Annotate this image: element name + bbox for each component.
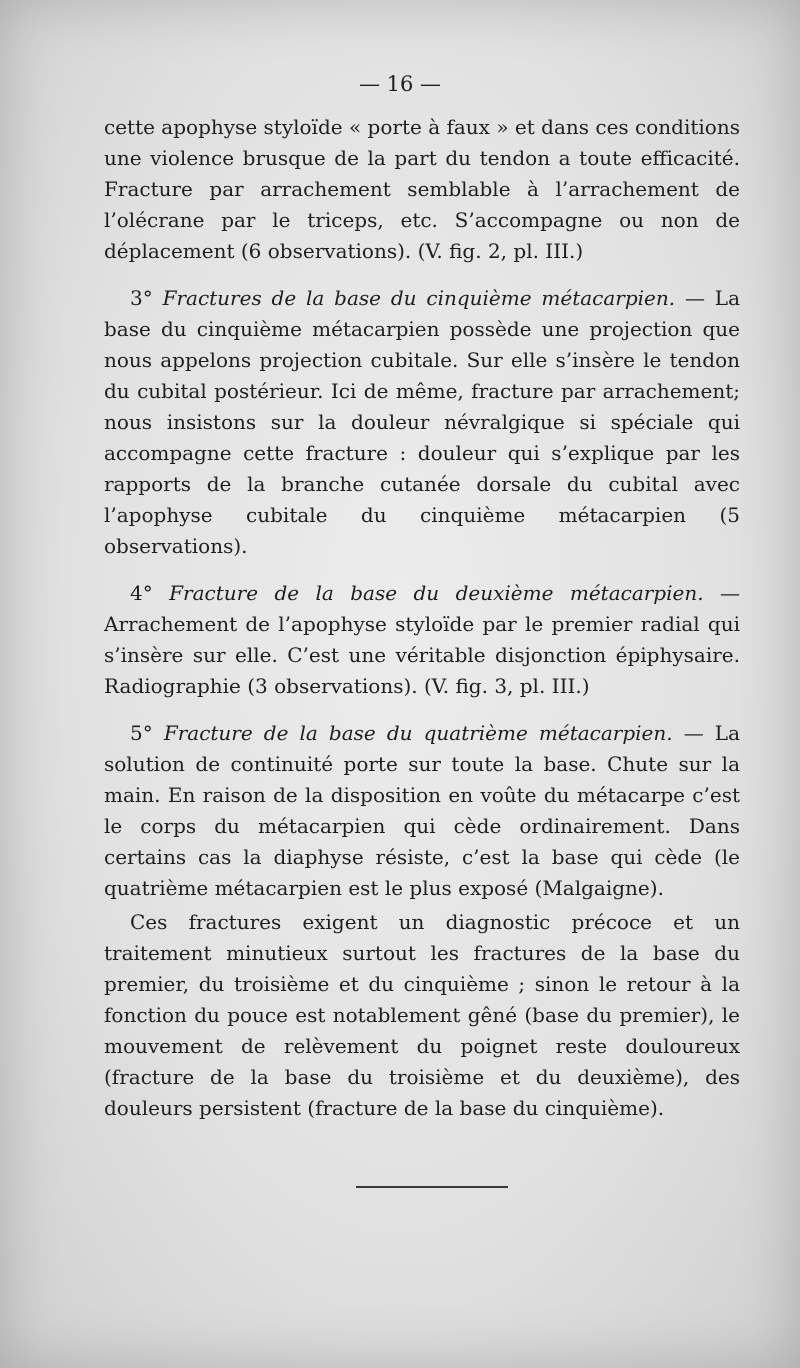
page-number: — 16 — xyxy=(358,72,442,96)
paragraph-fracture-2nd-metacarpal xyxy=(104,578,740,702)
paragraph-text: La base du cinquième métacarpien possède une projection que nous appelons projection cubitale. Sur elle s’insère le tendon du cubital postérieur. Ici de même, fracture par arrachement; nous insistons sur la douleur névralgique si spéciale qui accompagne cette fracture : douleur qui s’explique par les rapports de la branche cutanée dorsale du cubital avec l’apophyse cubitale du cinquième métacarpien (5 observations). xyxy=(104,286,741,558)
paragraph-text: La solution de continuité porte sur toute la base. Chute sur la main. En raison de la disposition en voûte du métacarpe c’est le corps du métacarpien qui cède ordinairement. Dans certains cas la diaphyse résiste, c’est la base qui cède (le quatrième métacarpien est le plus exposé (Malgaigne). xyxy=(104,721,741,900)
section-number: 4° xyxy=(130,581,153,605)
paragraph-text: cette apophyse styloïde « porte à faux » et dans ces conditions une violence brusque de la part du tendon a toute efficacité. Fracture par arrachement semblable à l’arrachement de l’olécrane par le triceps, etc. S’accompagne ou non de déplacement (6 observations). (V. fig. 2, pl. III.) xyxy=(104,115,740,263)
paragraph-conclusion xyxy=(104,907,740,1124)
paragraph-text: Arrachement de l’apophyse styloïde par le premier radial qui s’insère sur elle. C’est une véritable disjonction épiphysaire. Radiographie (3 observations). (V. fig. 3, pl. III.) xyxy=(104,612,740,698)
body-text xyxy=(104,112,740,1124)
paragraph-fracture-4th-metacarpal xyxy=(104,718,740,904)
end-rule xyxy=(356,1186,508,1188)
paragraph-text: Ces fractures exigent un diagnostic précoce et un traitement minutieux surtout les fractures de la base du premier, du troisième et du cinquième ; sinon le retour à la fonction du pouce est notablement gêné (base du premier), le mouvement de relèvement du poignet reste douloureux (fracture de la base du troisième et du deuxième), des douleurs persistent (fracture de la base du cinquième). xyxy=(104,910,740,1120)
section-number: 3° xyxy=(130,286,153,310)
paragraph-fracture-5th-metacarpal xyxy=(104,283,740,562)
section-title: Fracture de la base du quatrième métacarpien. — xyxy=(163,721,704,745)
paragraph-continuation xyxy=(104,112,740,267)
section-title: Fractures de la base du cinquième métacarpien. — xyxy=(162,286,705,310)
section-number: 5° xyxy=(130,721,153,745)
section-title: Fracture de la base du deuxième métacarpien. — xyxy=(169,581,740,605)
